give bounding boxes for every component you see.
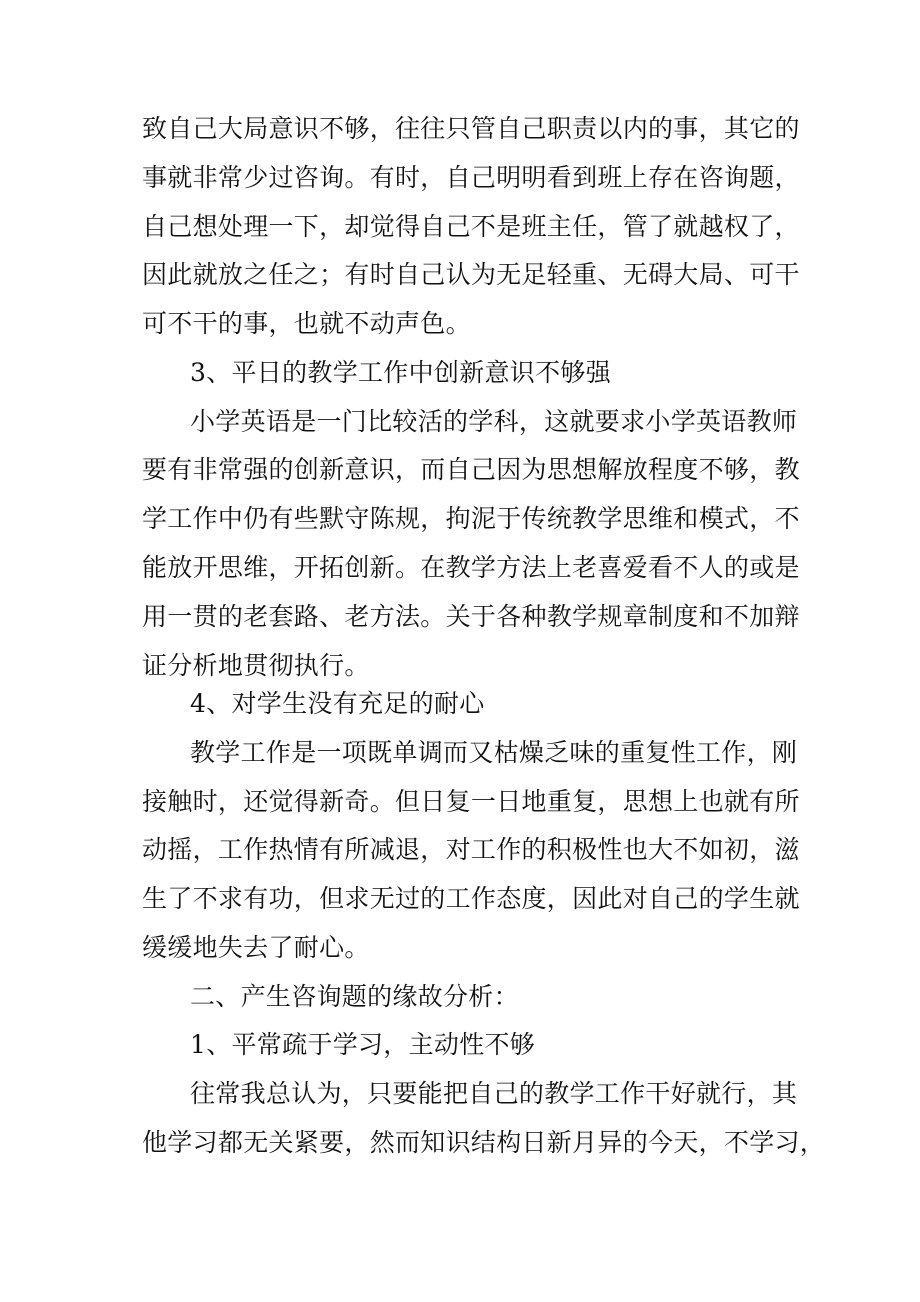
paragraph-line: 接触时，还觉得新奇。但日复一日地重复，思想上也就有所 [142,787,800,816]
paragraph-line: 小学英语是一门比较活的学科，这就要求小学英语教师 [190,407,798,436]
paragraph-line: 缓缓地失去了耐心。 [142,933,370,962]
section-heading: 4、对学生没有充足的耐心 [190,689,485,718]
paragraph-line: 学工作中仍有些默守陈规，拘泥于传统教学思维和模式，不 [142,504,800,533]
paragraph-line: 能放开思维，开拓创新。在教学方法上老喜爱看不人的或是 [142,553,800,582]
paragraph-line: 可不干的事，也就不动声色。 [142,309,471,338]
paragraph-line: 证分析地贯彻执行。 [142,651,370,680]
paragraph-line: 他学习都无关紧要，然而知识结构日新月异的今天，不学习， [142,1128,826,1157]
paragraph-line: 事就非常少过咨询。有时，自己明明看到班上存在咨询题， [142,163,800,192]
section-heading: 3、平日的教学工作中创新意识不够强 [190,358,612,387]
paragraph-line: 用一贯的老套路、老方法。关于各种教学规章制度和不加辩 [142,602,800,631]
section-heading: 1、平常疏于学习，主动性不够 [190,1030,536,1059]
paragraph-line: 生了不求有功，但求无过的工作态度，因此对自己的学生就 [142,884,800,913]
paragraph-line: 动摇，工作热情有所减退，对工作的积极性也大不如初，滋 [142,835,800,864]
paragraph-line: 因此就放之任之；有时自己认为无足轻重、无碍大局、可干 [142,260,800,289]
paragraph-line: 教学工作是一项既单调而又枯燥乏味的重复性工作，刚 [190,738,798,767]
paragraph-line: 往常我总认为，只要能把自己的教学工作干好就行，其 [190,1079,798,1108]
paragraph-line: 自己想处理一下，却觉得自己不是班主任，管了就越权了， [142,212,800,241]
section-heading: 二、产生咨询题的缘故分析： [190,982,519,1011]
paragraph-line: 要有非常强的创新意识，而自己因为思想解放程度不够，教 [142,455,800,484]
paragraph-line: 致自己大局意识不够，往往只管自己职责以内的事，其它的 [142,114,800,143]
